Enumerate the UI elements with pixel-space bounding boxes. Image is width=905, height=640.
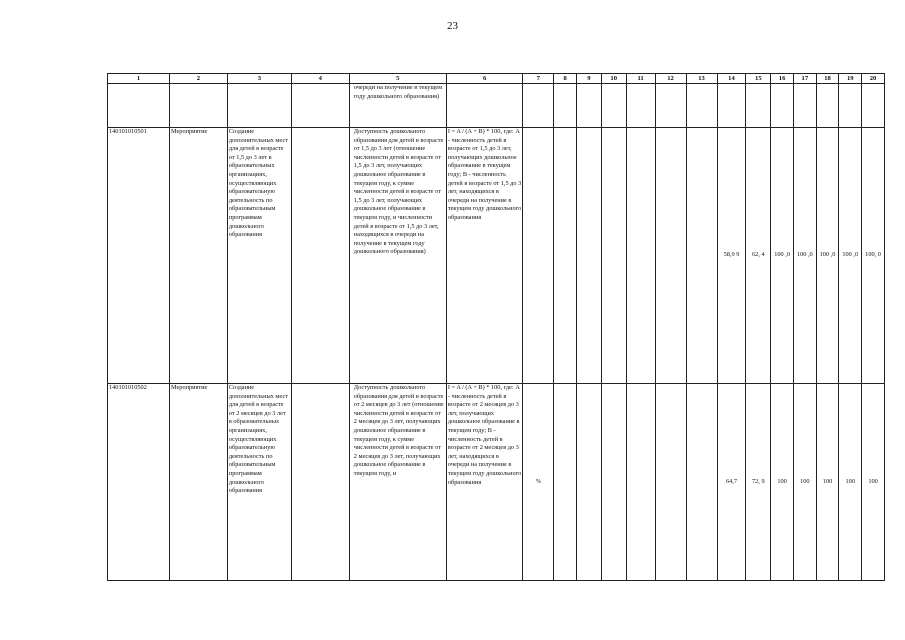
table-row	[108, 128, 885, 384]
header-cell: 19	[839, 74, 862, 84]
value-cell	[577, 128, 602, 384]
value-cell	[554, 84, 577, 128]
value-cell	[746, 84, 771, 128]
value-cell	[816, 84, 839, 128]
table-row	[108, 384, 885, 581]
value-cell: 100	[771, 384, 794, 581]
indicator-cell: очереди на получение в текущем году дошкольного образования)	[349, 84, 446, 128]
value-cell	[626, 84, 655, 128]
header-cell: 4	[291, 74, 349, 84]
header-cell: 2	[169, 74, 227, 84]
value-cell	[601, 84, 626, 128]
value-cell	[839, 84, 862, 128]
value-cell	[655, 384, 686, 581]
value-cell	[655, 84, 686, 128]
header-cell: 16	[771, 74, 794, 84]
name-cell	[227, 84, 291, 128]
page-number: 23	[447, 20, 458, 32]
value-cell	[626, 128, 655, 384]
header-cell: 10	[601, 74, 626, 84]
indicator-cell: Доступность дошкольного образования для детей в возрасте от 2 месяцев до 3 лет (отношение численности детей в возрасте от 2 месяцев до 3 лет, получающих дошкольное образование в текущем году, к сумме численности детей в возрасте от 2 месяцев до 3 лет, получающих дошкольное образование в текущем году, и	[349, 384, 446, 581]
name-cell: Создание дополнительных мест для детей в возрасте от 2 месяцев до 3 лет в образовательных организациях, осуществляющих образовательную деятельность по образовательным программам дошкольного образования	[227, 384, 291, 581]
header-cell: 17	[793, 74, 816, 84]
value-cell: 100 ,0	[816, 128, 839, 384]
type-cell: Мероприятие	[169, 128, 227, 384]
value-cell	[717, 84, 746, 128]
value-cell: 64,7	[717, 384, 746, 581]
formula-cell: I = A / (A + B) * 100, где: А - численность детей в возрасте от 1,5 до 3 лет, получающих дошкольное образование в текущем году; В - численность детей в возрасте от 1,5 до 3 лет, находящихся в очереди на получение в текущем году дошкольного образования	[446, 128, 522, 384]
value-cell: 100	[839, 384, 862, 581]
value-cell: 100 ,0	[793, 128, 816, 384]
header-row	[108, 74, 885, 84]
value-cell	[554, 384, 577, 581]
value-cell	[601, 384, 626, 581]
value-cell	[655, 128, 686, 384]
value-cell	[577, 84, 602, 128]
value-cell	[862, 84, 885, 128]
value-cell: 100 ,0	[839, 128, 862, 384]
col4-cell	[291, 384, 349, 581]
value-cell: 100	[816, 384, 839, 581]
unit-cell: %	[523, 384, 554, 581]
value-cell	[577, 384, 602, 581]
value-cell	[554, 128, 577, 384]
formula-cell	[446, 84, 522, 128]
value-cell	[626, 384, 655, 581]
header-cell: 8	[554, 74, 577, 84]
col4-cell	[291, 128, 349, 384]
header-cell: 12	[655, 74, 686, 84]
header-cell: 14	[717, 74, 746, 84]
indicator-cell: Доступность дошкольного образования для детей в возрасте от 1,5 до 3 лет (отношение численности детей в возрасте от 1,5 до 3 лет, получающих дошкольное образование в текущем году, к сумме численности детей в возрасте от 1,5 до 3 лет, получающих дошкольное образование в текущем году, и численности детей в возрасте от 1,5 до 3 лет, находящихся в очереди на получение в текущем году дошкольного образования)	[349, 128, 446, 384]
type-cell: Мероприятие	[169, 384, 227, 581]
formula-cell: I = A / (A + B) * 100, где: А - численность детей в возрасте от 2 месяцев до 3 лет, получающих дошкольное образование в текущем году; В - численность детей в возрасте от 2 месяцев до 3 лет, находящихся в очереди на получение в текущем году дошкольного образования	[446, 384, 522, 581]
header-cell: 1	[108, 74, 170, 84]
header-cell: 15	[746, 74, 771, 84]
value-cell: 72, 9	[746, 384, 771, 581]
header-cell: 7	[523, 74, 554, 84]
value-cell: 58,9 9	[717, 128, 746, 384]
value-cell: 100	[793, 384, 816, 581]
value-cell	[771, 84, 794, 128]
value-cell	[601, 128, 626, 384]
value-cell	[793, 84, 816, 128]
code-cell	[108, 84, 170, 128]
unit-cell	[523, 84, 554, 128]
indicator-table	[107, 73, 885, 581]
col4-cell	[291, 84, 349, 128]
header-cell: 3	[227, 74, 291, 84]
value-cell	[686, 128, 717, 384]
type-cell	[169, 84, 227, 128]
header-cell: 13	[686, 74, 717, 84]
value-cell	[686, 84, 717, 128]
value-cell: 100, 0	[862, 128, 885, 384]
table-row	[108, 84, 885, 128]
value-cell: 100	[862, 384, 885, 581]
header-cell: 11	[626, 74, 655, 84]
header-cell: 20	[862, 74, 885, 84]
header-cell: 9	[577, 74, 602, 84]
value-cell	[686, 384, 717, 581]
header-cell: 5	[349, 74, 446, 84]
code-cell: 140101010502	[108, 384, 170, 581]
code-cell: 140101010501	[108, 128, 170, 384]
header-cell: 6	[446, 74, 522, 84]
value-cell: 62, 4	[746, 128, 771, 384]
header-cell: 18	[816, 74, 839, 84]
name-cell: Создание дополнительных мест для детей в возрасте от 1,5 до 3 лет в образовательных организациях, осуществляющих образовательную деятельность по образовательным программам дошкольного образования	[227, 128, 291, 384]
value-cell: 100 ,0	[771, 128, 794, 384]
unit-cell	[523, 128, 554, 384]
